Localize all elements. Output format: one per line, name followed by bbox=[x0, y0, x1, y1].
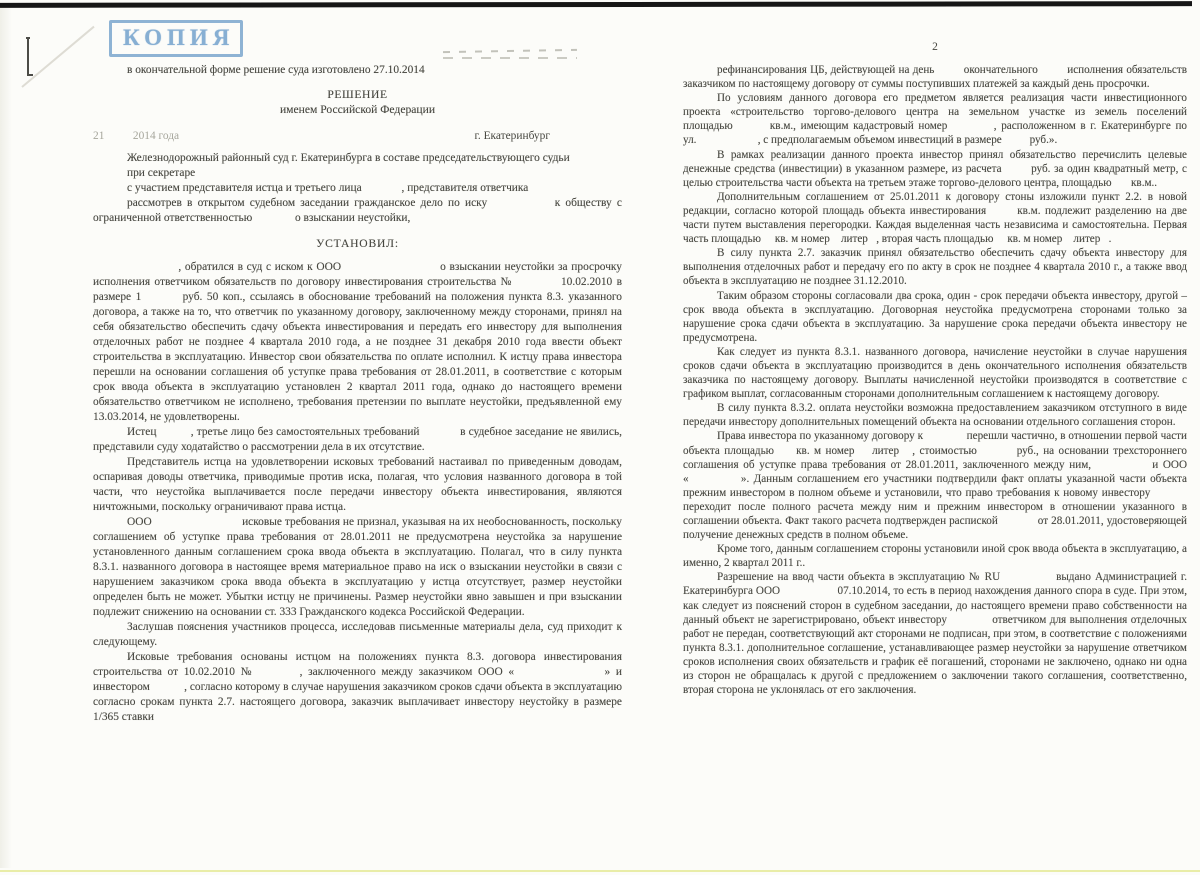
body-paragraph: Дополнительным соглашением от 25.01.2011 к договору стоны изложили пункт 2.2. в новой редакции, согласно которой площадь объекта инвестирования кв.м. подлежит разделению на две части путем выставления перегородки. Каждая выделенная часть независима и самостоятельна. Первая часть площадью кв. м номер литер , вторая часть площадью кв. м номер литер . bbox=[683, 190, 1187, 246]
body-paragraph: По условиям данного договора его предметом является реализация части инвестиционного проекта «строительство торгово-делового центра на земельном участке из земель поселений площадью кв.м., имеющим кадастровый номер , расположенном в г. Екатеринбурге по ул. , с предполагаемым объемом инвестиций в размере руб.». bbox=[683, 92, 1187, 147]
body-paragraph: Разрешение на ввод части объекта в эксплуатацию № RU выдано Администрацией г. Екатеринбурга ООО 07.10.2014, то есть в период нахождения данного спора в суде. При этом, как следует из пояснений сторон в судебном заседании, до настоящего времени право собственности на данный объект не зарегистрировано, объект инвестору ответчиком для выполнения отделочных работ не передан, соответствующий акт сторонами не подписан, при этом, в соответствие с положениями пункта 8.3.1. дополнительное соглашение, устанавливающее размер неустойки за нарушение ответчиком сроков исполнения своих обязательств и график её погашений, сторонами не заключено, однако ни одна из сторон не обращалась к другой с предложением о заключении такого соглашения, соответственно, вторая сторона не уклонялась от его заключения. bbox=[683, 571, 1187, 697]
body-paragraph: Права инвестора по указанному договору к перешли частично, в отношении первой части объекта площадью кв. м номер литер , стоимостью руб., на основании трехстороннего соглашения об уступке права требования от 28.01.2011, заключенного между ним, и ООО « ». Данным соглашением его участники подтвердили факт оплаты указанной части объекта прежним инвестором в полном объеме и установили, что право требования к новому инвестору переходит после полного расчета между ним и прежним инвестором в отношении указанного в соглашении объекта. Факт такого расчета подтвержден распиской от 28.01.2011, удостоверяющей получение денежных средств в полном объеме. bbox=[683, 430, 1187, 542]
intro-paragraph: при секретаре bbox=[127, 167, 241, 179]
intro-paragraph: Железнодорожный районный суд г. Екатеринбурга в составе председательствующего судьи bbox=[127, 152, 604, 164]
scanner-edge-bottom bbox=[0, 870, 1200, 873]
body-paragraph: В рамках реализации данного проекта инвестор принял обязательство перечислить целевые денежные средства (инвестиции) в указанном размере, из расчета руб. за один квадратный метр, с целью строительства части объекта на третьем этаже торгово-делового центра, площадью кв.м.. bbox=[683, 148, 1187, 189]
decision-subtitle: именем Российской Федерации bbox=[279, 103, 436, 116]
body-paragraph: Кроме того, данным соглашением стороны установили иной срок ввода объекта в эксплуатацию, а именно, 2 квартал 2011 г.. bbox=[683, 543, 1187, 570]
scanner-edge-left-shadow bbox=[0, 8, 12, 868]
page-1 bbox=[93, 18, 622, 725]
hearing-date: 21 2014 года bbox=[93, 130, 180, 142]
page-2 bbox=[683, 40, 1187, 697]
decision-title: РЕШЕНИЕ bbox=[327, 88, 388, 101]
body-paragraph: Истец , третье лицо без самостоятельных требований в судебное заседание не явились, представили суду ходатайство о рассмотрении дела в их отсутствие. bbox=[93, 426, 622, 453]
body-paragraph: В силу пункта 2.7. заказчик принял обязательство обеспечить сдачу объекта инвестору для выполнения отделочных работ и передачу его по акту в срок не позднее 4 квартала 2010 г., а также ввод объекта в эксплуатацию не позднее 31.12.2010. bbox=[683, 247, 1187, 288]
date-line bbox=[93, 129, 622, 144]
page-number: 2 bbox=[932, 41, 938, 53]
staple-mark bbox=[27, 38, 29, 75]
scanner-edge-top bbox=[0, 1, 1192, 8]
body-paragraph: ООО исковые требования не признал, указывая на их необоснованность, поскольку соглашением об уступке права требования от 28.01.2011 не предусмотрена неустойка за нарушение установленного данным соглашением срока ввода объекта в эксплуатацию. Полагал, что в силу пункта 8.3.1. названного договора в настоящее время материальное право на иск о взыскании неустойки в связи с нарушением заказчиком срока ввода объекта в эксплуатацию у истца отсутствует, размер неустойки определен быть не может. Убытки истцу не причинены. Размер неустойки явно завышен и при взыскании подлежит снижению на основании ст. 333 Гражданского кодекса Российской Федерации. bbox=[93, 516, 622, 618]
body-paragraph: Исковые требования основаны истцом на положениях пункта 8.3. договора инвестирования строительства от 10.02.2010 № , заключенного между заказчиком ООО « » и инвестором , согласно которому в случае нарушения заказчиком сроков сдачи объекта в эксплуатацию согласно срокам пункта 2.7. настоящего договора, заказчик выплачивает инвестору неустойку в размере 1/365 ставки bbox=[93, 651, 622, 723]
finalized-line: в окончательной форме решение суда изготовлено 27.10.2014 bbox=[127, 64, 425, 76]
body-paragraph: Представитель истца на удовлетворении исковых требований настаивал по приведенным доводам, оспаривая доводы ответчика, приводимые против иска, полагая, что условия названного договора в той части, что неустойка выплачивается после передачи инвестору объекта инвестирования, являются ничтожными, поскольку ограничивают права истца. bbox=[93, 456, 622, 513]
copy-stamp: КОПИЯ bbox=[109, 20, 243, 57]
intro-paragraph: рассмотрев в открытом судебном заседании гражданское дело по иску к обществу с ограниченной ответственностью о взыскании неустойки, bbox=[93, 197, 622, 224]
intro-paragraph: с участием представителя истца и третьего лица , представителя ответчика bbox=[127, 182, 569, 194]
body-paragraph: В силу пункта 8.3.2. оплата неустойки возможна предоставлением заказчиком отступного в виде передачи инвестору дополнительных помещений объекта на основании отдельного соглашения сторон. bbox=[683, 402, 1187, 429]
ustanovil-heading: УСТАНОВИЛ: bbox=[316, 237, 399, 250]
body-paragraph: рефинансирования ЦБ, действующей на день окончательного исполнения обязательств заказчиком по настоящему договору от суммы поступивших платежей за каждый день просрочки. bbox=[683, 64, 1187, 91]
body-paragraph: Таким образом стороны согласовали два срока, один - срок передачи объекта инвестору, другой – срок ввода объекта в эксплуатацию. Договорная неустойка предусмотрена сторонами только за нарушение срока сдачи объекта в эксплуатацию. За нарушение срока передачи объекта инвестору не предусмотрена. bbox=[683, 289, 1187, 344]
body-paragraph: Как следует из пункта 8.3.1. названного договора, начисление неустойки в случае нарушения сроков сдачи объекта в эксплуатацию производится в день окончательного исполнения обязательств заказчика по настоящему договору. Выплаты начисленной неустойки производятся в соответствие с графиком выплат, согласованным сторонами дополнительным соглашением к настоящему договору. bbox=[683, 345, 1187, 401]
page-corner-fold bbox=[21, 26, 94, 88]
body-paragraph: Заслушав пояснения участников процесса, исследовав письменные материалы дела, суд приходит к следующему. bbox=[93, 621, 622, 648]
city-label: г. Екатеринбург bbox=[474, 130, 550, 142]
body-paragraph: , обратился в суд с иском к ООО о взыскании неустойки за просрочку исполнения ответчиком обязательств по договору инвестирования строительства № 10.02.2010 в размере 1 руб. 50 коп., ссылаясь в обоснование требований на положения пункта 8.3. указанного договора, а также на то, что ответчик по указанному договору, заключенному между сторонами, принял на себя обязательство обеспечить сдачу объекта инвестирования и передать его инвестору для выполнения отделочных работ не позднее 4 квартала 2010 года, а не позднее 31 декабря 2010 года ввести объект строительства в эксплуатацию. Инвестор свои обязательства по оплате исполнил. К истцу права инвестора перешли на основании соглашения об уступке права требования от 28.01.2011, в соответствие с которым срок ввода объекта в эксплуатацию установлен 2 квартал 2011 года, однако до настоящего времени обязательство ответчиком не исполнено, требования претензии по выплате неустойки, предъявленной ему 13.03.2014, не удовлетворены. bbox=[93, 261, 622, 423]
